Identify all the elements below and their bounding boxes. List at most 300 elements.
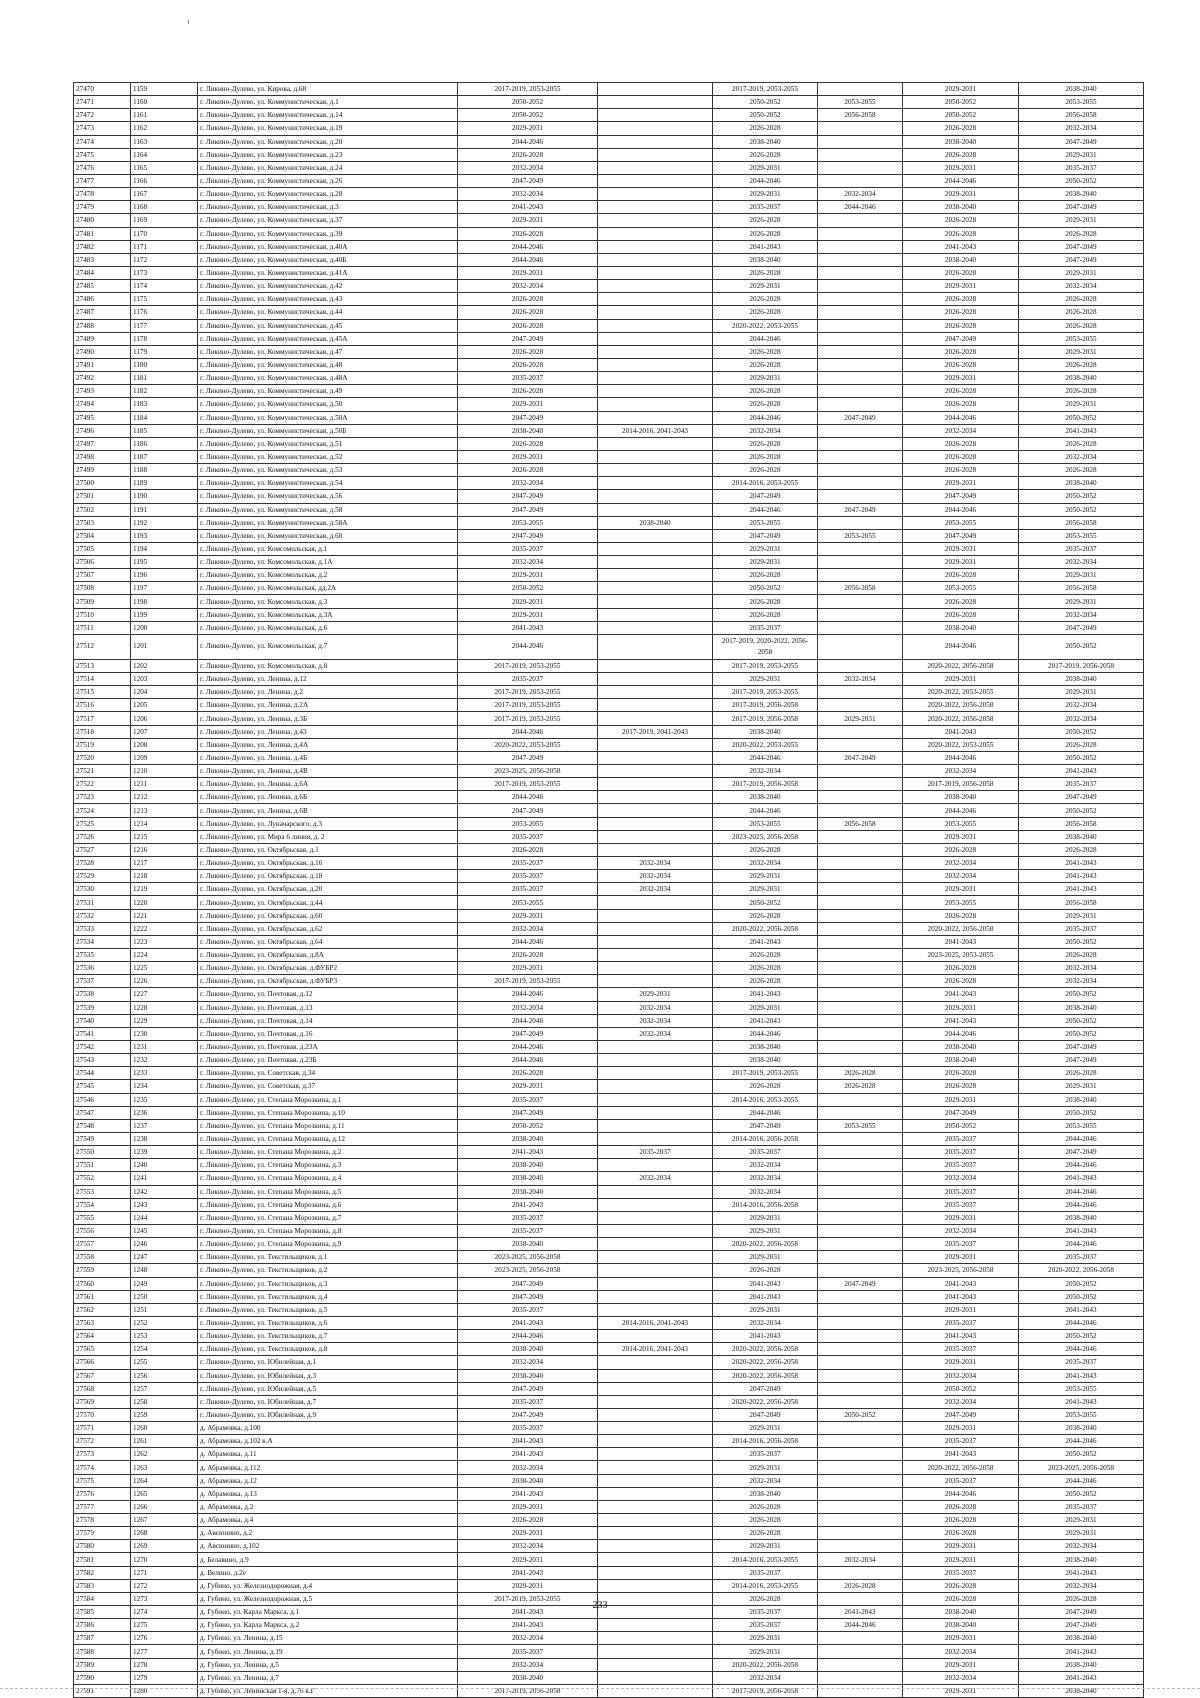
- period-4-cell: [818, 975, 903, 988]
- row-number-cell: 1167: [131, 188, 198, 201]
- period-3-cell: 2032-2034: [713, 1172, 818, 1185]
- row-number-cell: 1191: [131, 503, 198, 516]
- table-row: [74, 621, 1144, 634]
- row-number-cell: 1178: [131, 332, 198, 345]
- period-3-cell: 2035-2037: [713, 1566, 818, 1579]
- record-id-cell: 27484: [74, 266, 131, 279]
- period-4-cell: [818, 699, 903, 712]
- period-1-cell: 2032-2034: [458, 188, 598, 201]
- period-6-cell: 2035-2037: [1019, 778, 1144, 791]
- period-4-cell: [818, 542, 903, 555]
- row-number-cell: 1216: [131, 843, 198, 856]
- period-1-cell: 2017-2019, 2053-2055: [458, 712, 598, 725]
- address-cell: г. Ликино-Дулево, ул. Степана Морозкина, д.6: [198, 1198, 458, 1211]
- period-1-cell: 2047-2049: [458, 1027, 598, 1040]
- table-row: [74, 1067, 1144, 1080]
- period-5-cell: 2032-2034: [903, 1645, 1019, 1658]
- period-2-cell: [598, 1632, 713, 1645]
- table-row: [74, 1448, 1144, 1461]
- address-cell: г. Ликино-Дулево, ул. Степана Морозкина, д.5: [198, 1185, 458, 1198]
- period-6-cell: 2026-2028: [1019, 319, 1144, 332]
- period-1-cell: 2035-2037: [458, 673, 598, 686]
- period-4-cell: [818, 1093, 903, 1106]
- period-2-cell: [598, 1553, 713, 1566]
- address-cell: г. Ликино-Дулево, ул. Текстильщиков, д.8: [198, 1343, 458, 1356]
- row-number-cell: 1180: [131, 358, 198, 371]
- period-4-cell: 2026-2028: [818, 1579, 903, 1592]
- record-id-cell: 27491: [74, 358, 131, 371]
- row-number-cell: 1177: [131, 319, 198, 332]
- period-1-cell: 2023-2025, 2056-2058: [458, 1264, 598, 1277]
- period-3-cell: 2044-2046: [713, 804, 818, 817]
- record-id-cell: 27561: [74, 1290, 131, 1303]
- period-6-cell: 2035-2037: [1019, 161, 1144, 174]
- record-id-cell: 27493: [74, 385, 131, 398]
- period-6-cell: 2050-2052: [1019, 725, 1144, 738]
- table-row: [74, 1645, 1144, 1658]
- period-3-cell: 2017-2019, 2053-2055: [713, 686, 818, 699]
- period-6-cell: 2026-2028: [1019, 293, 1144, 306]
- period-2-cell: [598, 411, 713, 424]
- address-cell: д. Абрамовка, д.13: [198, 1487, 458, 1500]
- period-4-cell: [818, 358, 903, 371]
- period-3-cell: 2029-2031: [713, 1001, 818, 1014]
- period-1-cell: 2047-2049: [458, 332, 598, 345]
- record-id-cell: 27544: [74, 1067, 131, 1080]
- row-number-cell: 1254: [131, 1343, 198, 1356]
- record-id-cell: 27517: [74, 712, 131, 725]
- period-3-cell: 2047-2049: [713, 1408, 818, 1421]
- period-3-cell: 2026-2028: [713, 266, 818, 279]
- period-4-cell: [818, 1645, 903, 1658]
- period-1-cell: 2026-2028: [458, 949, 598, 962]
- table-row: [74, 1093, 1144, 1106]
- table-row: [74, 1330, 1144, 1343]
- address-cell: г. Ликино-Дулево, ул. Октябрьская, д.18: [198, 870, 458, 883]
- period-5-cell: 2035-2037: [903, 1435, 1019, 1448]
- table-row: [74, 1408, 1144, 1421]
- period-5-cell: 2041-2043: [903, 1448, 1019, 1461]
- period-4-cell: [818, 778, 903, 791]
- table-row: [74, 699, 1144, 712]
- period-3-cell: 2029-2031: [713, 372, 818, 385]
- period-6-cell: 2029-2031: [1019, 686, 1144, 699]
- row-number-cell: 1189: [131, 477, 198, 490]
- period-6-cell: 2053-2055: [1019, 1408, 1144, 1421]
- period-1-cell: 2032-2034: [458, 922, 598, 935]
- record-id-cell: 27486: [74, 293, 131, 306]
- period-6-cell: 2053-2055: [1019, 1119, 1144, 1132]
- period-5-cell: 2029-2031: [903, 280, 1019, 293]
- period-3-cell: 2020-2022, 2056-2058: [713, 1356, 818, 1369]
- period-2-cell: [598, 608, 713, 621]
- period-4-cell: [818, 464, 903, 477]
- period-4-cell: [818, 1487, 903, 1500]
- address-cell: д. Абрамовка, д.12: [198, 1474, 458, 1487]
- period-6-cell: 2038-2040: [1019, 673, 1144, 686]
- period-6-cell: 2029-2031: [1019, 1514, 1144, 1527]
- period-5-cell: 2035-2037: [903, 1566, 1019, 1579]
- period-6-cell: 2035-2037: [1019, 1356, 1144, 1369]
- period-1-cell: 2032-2034: [458, 477, 598, 490]
- period-1-cell: 2047-2049: [458, 1290, 598, 1303]
- record-id-cell: 27477: [74, 174, 131, 187]
- record-id-cell: 27481: [74, 227, 131, 240]
- period-6-cell: 2050-2052: [1019, 1330, 1144, 1343]
- record-id-cell: 27474: [74, 135, 131, 148]
- record-id-cell: 27480: [74, 214, 131, 227]
- period-2-cell: [598, 1264, 713, 1277]
- period-3-cell: 2032-2034: [713, 424, 818, 437]
- row-number-cell: 1193: [131, 529, 198, 542]
- address-cell: г. Ликино-Дулево, ул. Почтовая, д.12: [198, 988, 458, 1001]
- period-5-cell: 2029-2031: [903, 1093, 1019, 1106]
- period-6-cell: 2023-2025, 2056-2058: [1019, 1461, 1144, 1474]
- row-number-cell: 1232: [131, 1054, 198, 1067]
- period-5-cell: 2041-2043: [903, 1277, 1019, 1290]
- period-1-cell: 2029-2031: [458, 1527, 598, 1540]
- row-number-cell: 1181: [131, 372, 198, 385]
- record-id-cell: 27556: [74, 1224, 131, 1237]
- period-1-cell: 2026-2028: [458, 306, 598, 319]
- table-row: [74, 490, 1144, 503]
- period-4-cell: 2047-2049: [818, 751, 903, 764]
- period-6-cell: 2017-2019, 2056-2058: [1019, 659, 1144, 672]
- period-2-cell: [598, 556, 713, 569]
- period-5-cell: 2026-2028: [903, 1080, 1019, 1093]
- table-row: [74, 817, 1144, 830]
- period-3-cell: 2050-2052: [713, 96, 818, 109]
- period-6-cell: 2050-2052: [1019, 1027, 1144, 1040]
- period-6-cell: 2050-2052: [1019, 804, 1144, 817]
- period-2-cell: [598, 1303, 713, 1316]
- period-1-cell: 2047-2049: [458, 1277, 598, 1290]
- address-cell: г. Ликино-Дулево, ул. Текстильщиков, д.5: [198, 1303, 458, 1316]
- address-cell: г. Ликино-Дулево, ул. Комсомольская, д.3: [198, 595, 458, 608]
- period-6-cell: 2047-2049: [1019, 791, 1144, 804]
- period-6-cell: 2026-2028: [1019, 843, 1144, 856]
- period-6-cell: 2029-2031: [1019, 148, 1144, 161]
- period-5-cell: 2026-2028: [903, 595, 1019, 608]
- address-cell: г. Ликино-Дулево, ул. Текстильщиков, д.3: [198, 1277, 458, 1290]
- period-1-cell: 2026-2028: [458, 437, 598, 450]
- period-5-cell: 2020-2022, 2056-2058: [903, 712, 1019, 725]
- period-2-cell: 2014-2016, 2041-2043: [598, 424, 713, 437]
- record-id-cell: 27532: [74, 909, 131, 922]
- address-cell: г. Ликино-Дулево, ул. Ленина, д.4Б: [198, 751, 458, 764]
- period-1-cell: 2044-2046: [458, 1330, 598, 1343]
- record-id-cell: 27482: [74, 240, 131, 253]
- table-row: [74, 1684, 1144, 1697]
- period-4-cell: [818, 372, 903, 385]
- row-number-cell: 1190: [131, 490, 198, 503]
- period-6-cell: 2035-2037: [1019, 1251, 1144, 1264]
- address-cell: г. Ликино-Дулево, ул. Ленина, д.12: [198, 673, 458, 686]
- period-2-cell: [598, 1106, 713, 1119]
- period-2-cell: [598, 1290, 713, 1303]
- record-id-cell: 27548: [74, 1119, 131, 1132]
- table-row: [74, 896, 1144, 909]
- period-1-cell: 2023-2025, 2056-2058: [458, 765, 598, 778]
- period-6-cell: 2047-2049: [1019, 1146, 1144, 1159]
- period-2-cell: 2032-2034: [598, 1172, 713, 1185]
- period-2-cell: 2029-2031: [598, 988, 713, 1001]
- record-id-cell: 27581: [74, 1553, 131, 1566]
- record-id-cell: 27500: [74, 477, 131, 490]
- record-id-cell: 27513: [74, 659, 131, 672]
- period-4-cell: [818, 1356, 903, 1369]
- period-4-cell: [818, 280, 903, 293]
- period-1-cell: 2038-2040: [458, 1132, 598, 1145]
- period-3-cell: 2029-2031: [713, 542, 818, 555]
- row-number-cell: 1255: [131, 1356, 198, 1369]
- period-4-cell: 2047-2049: [818, 1277, 903, 1290]
- period-1-cell: 2047-2049: [458, 1382, 598, 1395]
- period-1-cell: 2026-2028: [458, 358, 598, 371]
- period-1-cell: 2035-2037: [458, 372, 598, 385]
- address-cell: г. Ликино-Дулево, ул. Коммунистическая, д.44: [198, 306, 458, 319]
- period-2-cell: [598, 922, 713, 935]
- period-6-cell: 2026-2028: [1019, 437, 1144, 450]
- period-3-cell: 2041-2043: [713, 1277, 818, 1290]
- period-5-cell: 2026-2028: [903, 266, 1019, 279]
- row-number-cell: 1209: [131, 751, 198, 764]
- table-row: [74, 1132, 1144, 1145]
- period-5-cell: 2035-2037: [903, 1185, 1019, 1198]
- address-cell: д. Белавино, д.9: [198, 1553, 458, 1566]
- period-4-cell: [818, 791, 903, 804]
- address-cell: г. Ликино-Дулево, ул. Кирова, д.68: [198, 83, 458, 96]
- address-cell: г. Ликино-Дулево, ул. Октябрьская, д.20: [198, 883, 458, 896]
- period-5-cell: 2029-2031: [903, 83, 1019, 96]
- table-row: [74, 659, 1144, 672]
- period-3-cell: 2026-2028: [713, 450, 818, 463]
- address-cell: г. Ликино-Дулево, ул. Коммунистическая, д.24: [198, 161, 458, 174]
- period-4-cell: [818, 1027, 903, 1040]
- row-number-cell: 1234: [131, 1080, 198, 1093]
- period-1-cell: 2053-2055: [458, 896, 598, 909]
- period-4-cell: [818, 253, 903, 266]
- period-4-cell: [818, 1238, 903, 1251]
- period-1-cell: 2029-2031: [458, 450, 598, 463]
- period-6-cell: 2032-2034: [1019, 556, 1144, 569]
- address-cell: г. Ликино-Дулево, ул. Коммунистическая, д.43: [198, 293, 458, 306]
- period-5-cell: 2029-2031: [903, 1303, 1019, 1316]
- row-number-cell: 1249: [131, 1277, 198, 1290]
- record-id-cell: 27566: [74, 1356, 131, 1369]
- period-3-cell: 2026-2028: [713, 398, 818, 411]
- period-1-cell: 2017-2019, 2053-2055: [458, 686, 598, 699]
- period-3-cell: 2041-2043: [713, 988, 818, 1001]
- record-id-cell: 27576: [74, 1487, 131, 1500]
- record-id-cell: 27497: [74, 437, 131, 450]
- record-id-cell: 27498: [74, 450, 131, 463]
- record-id-cell: 27589: [74, 1658, 131, 1671]
- period-6-cell: 2050-2052: [1019, 634, 1144, 659]
- period-6-cell: 2032-2034: [1019, 122, 1144, 135]
- period-3-cell: 2050-2052: [713, 582, 818, 595]
- record-id-cell: 27470: [74, 83, 131, 96]
- address-cell: г. Ликино-Дулево, ул. Ленина, д.4А: [198, 738, 458, 751]
- period-6-cell: 2038-2040: [1019, 1211, 1144, 1224]
- row-number-cell: 1210: [131, 765, 198, 778]
- period-3-cell: 2026-2028: [713, 1527, 818, 1540]
- table-row: [74, 398, 1144, 411]
- period-6-cell: 2050-2052: [1019, 490, 1144, 503]
- record-id-cell: 27529: [74, 870, 131, 883]
- address-cell: д. Губино, ул. Ленина, д.15: [198, 1632, 458, 1645]
- period-5-cell: 2029-2031: [903, 542, 1019, 555]
- address-cell: г. Ликино-Дулево, ул. Коммунистическая, д.50Б: [198, 424, 458, 437]
- table-row: [74, 1277, 1144, 1290]
- period-6-cell: 2050-2052: [1019, 1290, 1144, 1303]
- period-6-cell: 2041-2043: [1019, 765, 1144, 778]
- record-id-cell: 27525: [74, 817, 131, 830]
- period-3-cell: 2026-2028: [713, 437, 818, 450]
- row-number-cell: 1272: [131, 1579, 198, 1592]
- period-6-cell: 2029-2031: [1019, 1527, 1144, 1540]
- period-1-cell: 2017-2019, 2053-2055: [458, 778, 598, 791]
- period-3-cell: 2029-2031: [713, 188, 818, 201]
- period-4-cell: [818, 1316, 903, 1329]
- address-cell: д. Абрамовка, д.11: [198, 1448, 458, 1461]
- table-row: [74, 556, 1144, 569]
- period-4-cell: [818, 1566, 903, 1579]
- row-number-cell: 1207: [131, 725, 198, 738]
- period-3-cell: 2026-2028: [713, 595, 818, 608]
- period-5-cell: 2017-2019, 2056-2058: [903, 778, 1019, 791]
- address-cell: г. Ликино-Дулево, ул. Коммунистическая, д.42: [198, 280, 458, 293]
- period-2-cell: [598, 174, 713, 187]
- period-3-cell: 2029-2031: [713, 1540, 818, 1553]
- period-5-cell: 2026-2028: [903, 909, 1019, 922]
- period-3-cell: 2029-2031: [713, 1422, 818, 1435]
- record-id-cell: 27547: [74, 1106, 131, 1119]
- address-cell: г. Ликино-Дулево, ул. Комсомольская, дд.2А: [198, 582, 458, 595]
- address-cell: г. Ликино-Дулево, ул. Почтовая, д.23Б: [198, 1054, 458, 1067]
- period-6-cell: 2020-2022, 2056-2058: [1019, 1264, 1144, 1277]
- period-5-cell: 2026-2028: [903, 385, 1019, 398]
- period-1-cell: 2041-2043: [458, 1606, 598, 1619]
- period-1-cell: 2029-2031: [458, 266, 598, 279]
- period-6-cell: 2032-2034: [1019, 280, 1144, 293]
- table-row: [74, 1106, 1144, 1119]
- table-row: [74, 266, 1144, 279]
- period-5-cell: 2029-2031: [903, 1211, 1019, 1224]
- period-4-cell: [818, 1132, 903, 1145]
- row-number-cell: 1196: [131, 569, 198, 582]
- period-6-cell: 2035-2037: [1019, 542, 1144, 555]
- period-3-cell: 2035-2037: [713, 1448, 818, 1461]
- record-id-cell: 27502: [74, 503, 131, 516]
- period-2-cell: [598, 634, 713, 659]
- address-cell: г. Ликино-Дулево, ул. Почтовая, д.14: [198, 1014, 458, 1027]
- period-5-cell: 2029-2031: [903, 161, 1019, 174]
- period-5-cell: 2044-2046: [903, 1487, 1019, 1500]
- period-5-cell: 2020-2022, 2053-2055: [903, 738, 1019, 751]
- period-2-cell: [598, 1579, 713, 1592]
- period-4-cell: [818, 1001, 903, 1014]
- row-number-cell: 1205: [131, 699, 198, 712]
- period-2-cell: [598, 253, 713, 266]
- period-5-cell: 2029-2031: [903, 1251, 1019, 1264]
- period-3-cell: 2026-2028: [713, 1592, 818, 1605]
- period-2-cell: [598, 1185, 713, 1198]
- table-row: [74, 1579, 1144, 1592]
- period-5-cell: 2047-2049: [903, 1106, 1019, 1119]
- record-id-cell: 27557: [74, 1238, 131, 1251]
- period-2-cell: [598, 1067, 713, 1080]
- period-1-cell: 2032-2034: [458, 1461, 598, 1474]
- period-3-cell: 2041-2043: [713, 1330, 818, 1343]
- period-2-cell: [598, 1500, 713, 1513]
- period-3-cell: 2041-2043: [713, 240, 818, 253]
- period-2-cell: 2014-2016, 2041-2043: [598, 1316, 713, 1329]
- period-6-cell: 2026-2028: [1019, 1067, 1144, 1080]
- period-2-cell: [598, 201, 713, 214]
- address-cell: д. Абрамовка, д.102 к.А: [198, 1435, 458, 1448]
- address-cell: г. Ликино-Дулево, ул. Текстильщиков, д.4: [198, 1290, 458, 1303]
- row-number-cell: 1224: [131, 949, 198, 962]
- address-cell: г. Ликино-Дулево, ул. Степана Морозкина, д.9: [198, 1238, 458, 1251]
- row-number-cell: 1233: [131, 1067, 198, 1080]
- period-5-cell: 2029-2031: [903, 1658, 1019, 1671]
- period-1-cell: 2047-2049: [458, 503, 598, 516]
- period-2-cell: [598, 1159, 713, 1172]
- period-4-cell: [818, 1014, 903, 1027]
- period-1-cell: 2041-2043: [458, 1448, 598, 1461]
- record-id-cell: 27520: [74, 751, 131, 764]
- period-6-cell: 2026-2028: [1019, 358, 1144, 371]
- period-2-cell: [598, 1671, 713, 1684]
- record-id-cell: 27483: [74, 253, 131, 266]
- row-number-cell: 1241: [131, 1172, 198, 1185]
- period-6-cell: 2050-2052: [1019, 935, 1144, 948]
- address-cell: д. Губино, ул. Железнодорожная, д.4: [198, 1579, 458, 1592]
- period-1-cell: 2032-2034: [458, 1632, 598, 1645]
- table-row: [74, 1632, 1144, 1645]
- period-1-cell: 2026-2028: [458, 345, 598, 358]
- table-row: [74, 201, 1144, 214]
- period-5-cell: 2026-2028: [903, 608, 1019, 621]
- row-number-cell: 1273: [131, 1592, 198, 1605]
- address-cell: г. Ликино-Дулево, ул. Текстильщиков, д.2: [198, 1264, 458, 1277]
- period-2-cell: [598, 738, 713, 751]
- period-4-cell: 2032-2034: [818, 673, 903, 686]
- period-1-cell: 2035-2037: [458, 542, 598, 555]
- period-1-cell: 2044-2046: [458, 988, 598, 1001]
- record-id-cell: 27585: [74, 1606, 131, 1619]
- period-3-cell: 2023-2025, 2056-2058: [713, 830, 818, 843]
- period-6-cell: 2026-2028: [1019, 464, 1144, 477]
- address-cell: г. Ликино-Дулево, ул. Октябрьская, д.44: [198, 896, 458, 909]
- period-5-cell: 2035-2037: [903, 1159, 1019, 1172]
- address-cell: г. Ликино-Дулево, ул. Октябрьская, д.62: [198, 922, 458, 935]
- period-4-cell: [818, 1527, 903, 1540]
- period-4-cell: [818, 1422, 903, 1435]
- period-6-cell: 2044-2046: [1019, 1435, 1144, 1448]
- period-5-cell: 2023-2025, 2053-2055: [903, 949, 1019, 962]
- row-number-cell: 1186: [131, 437, 198, 450]
- table-row: [74, 686, 1144, 699]
- period-5-cell: 2029-2031: [903, 1356, 1019, 1369]
- address-cell: г. Ликино-Дулево, ул. Октябрьская, д.60: [198, 909, 458, 922]
- address-cell: г. Ликино-Дулево, ул. Степана Морозкина, д.8: [198, 1224, 458, 1237]
- period-4-cell: [818, 83, 903, 96]
- period-2-cell: [598, 1224, 713, 1237]
- row-number-cell: 1278: [131, 1658, 198, 1671]
- period-3-cell: 2038-2040: [713, 253, 818, 266]
